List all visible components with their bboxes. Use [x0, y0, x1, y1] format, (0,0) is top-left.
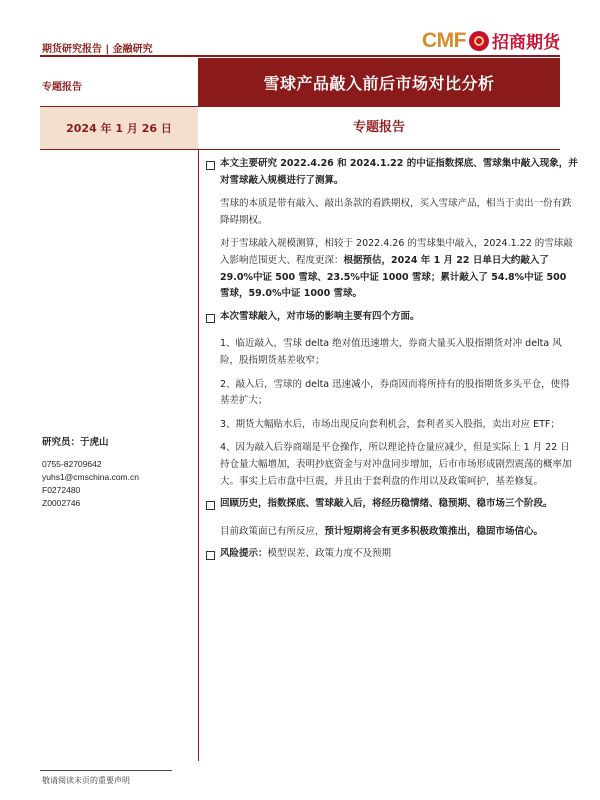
- paragraph-policy: [206, 524, 578, 541]
- bullet-text: 回顾历史，指数探底、雪球敲入后，将经历稳情绪、稳预期、稳市场三个阶段。: [220, 498, 553, 510]
- paragraph-estimate: [206, 236, 578, 302]
- report-body: [206, 156, 578, 567]
- logo-seal-icon: [469, 31, 489, 51]
- footer-divider: [40, 770, 172, 771]
- footer-disclaimer: 敬请阅读末页的重要声明: [42, 776, 130, 785]
- impact-item-2: 2、敲入后，雪球的 delta 迅速减小，券商因而将所持有的股指期货多头平仓，使得基差扩大；: [220, 378, 570, 407]
- researcher-info: [42, 434, 139, 510]
- company-logo: [422, 28, 560, 53]
- checkbox-bullet-icon: [206, 551, 215, 560]
- header-divider: [40, 149, 560, 150]
- logo-latin: CMF: [422, 28, 466, 52]
- checkbox-bullet-icon: [206, 501, 215, 510]
- impact-item-3: 3、期货大幅贴水后，市场出现反向套利机会，套利者买入股指，卖出对应 ETF；: [220, 418, 560, 430]
- impact-item-4: 4、因为敲入后券商端是平仓操作，所以理论持仓量应减少，但是实际上 1 月 22 日持仓量大幅增加，表明抄底资金与对冲盘同步增加，后市市场形成剧烈震荡的概率加大。事实上后市盘中巨震，并且由于套利盘的作用以及政策呵护，基差修复。: [220, 442, 572, 487]
- report-subtitle: 专题报告: [352, 120, 405, 135]
- report-date: 2024 年 1 月 26 日: [40, 107, 198, 149]
- researcher-name: 研究员：于虎山: [42, 437, 109, 448]
- report-category: 期货研究报告 | 金融研究: [42, 44, 153, 55]
- researcher-email[interactable]: yuhs1@cmschina.com.cn: [42, 472, 139, 482]
- risk-text: [220, 546, 391, 567]
- paragraph-emphasis: 根据预估，2024 年 1 月 22 日单日大约敲入了 29.0%中证 500 雪球、23.5%中证 1000 雪球；累计敲入了 54.8%中证 500 雪球，59.0%中证 1000 雪球。: [220, 254, 567, 300]
- bullet-text: 本文主要研究 2022.4.26 和 2024.1.22 的中证指数探底、雪球集中敲入现象，并对雪球敲入规模进行了测算。: [220, 158, 578, 186]
- bullet-history: [206, 496, 578, 517]
- researcher-license-2: Z0002746: [42, 498, 81, 508]
- report-title: 雪球产品敲入前后市场对比分析: [198, 58, 560, 107]
- bullet-impact: [206, 309, 578, 330]
- checkbox-bullet-icon: [206, 161, 215, 170]
- bullet-summary: [206, 156, 578, 189]
- paragraph: 雪球的本质是带有敲入、敲出条款的看跌期权，买入雪球产品，相当于卖出一份有跌降碍期权。: [220, 198, 572, 226]
- risk-label: 风险提示：: [220, 548, 268, 560]
- risk-detail: 模型误差、政策力度不及预期: [267, 548, 392, 560]
- bullet-text: 本次雪球敲入，对市场的影响主要有四个方面。: [220, 310, 420, 322]
- checkbox-bullet-icon: [206, 314, 215, 323]
- logo-chinese: 招商期货: [492, 33, 560, 53]
- top-divider: [40, 55, 560, 57]
- impact-item-1: 1、临近敲入，雪球 delta 绝对值迅速增大，券商大量买入股指期货对冲 delta 风险，股指期货基差收窄；: [220, 338, 562, 366]
- paragraph-emphasis: 预计短期将会有更多积极政策推出，稳固市场信心。: [324, 525, 544, 537]
- researcher-license-1: F0272480: [42, 485, 81, 495]
- paragraph-text: 对于雪球敲入规模测算，相较于 2022.4.26 的雪球集中敲入，2024.1.22 的雪球敲入影响范围更大、程度更深：: [220, 238, 573, 266]
- column-divider: [198, 149, 199, 761]
- bullet-risk: [206, 546, 578, 567]
- paragraph-text: 目前政策面已有所反应，: [220, 525, 325, 537]
- left-report-type: 专题报告: [42, 82, 82, 93]
- researcher-phone: 0755-82709642: [42, 459, 102, 469]
